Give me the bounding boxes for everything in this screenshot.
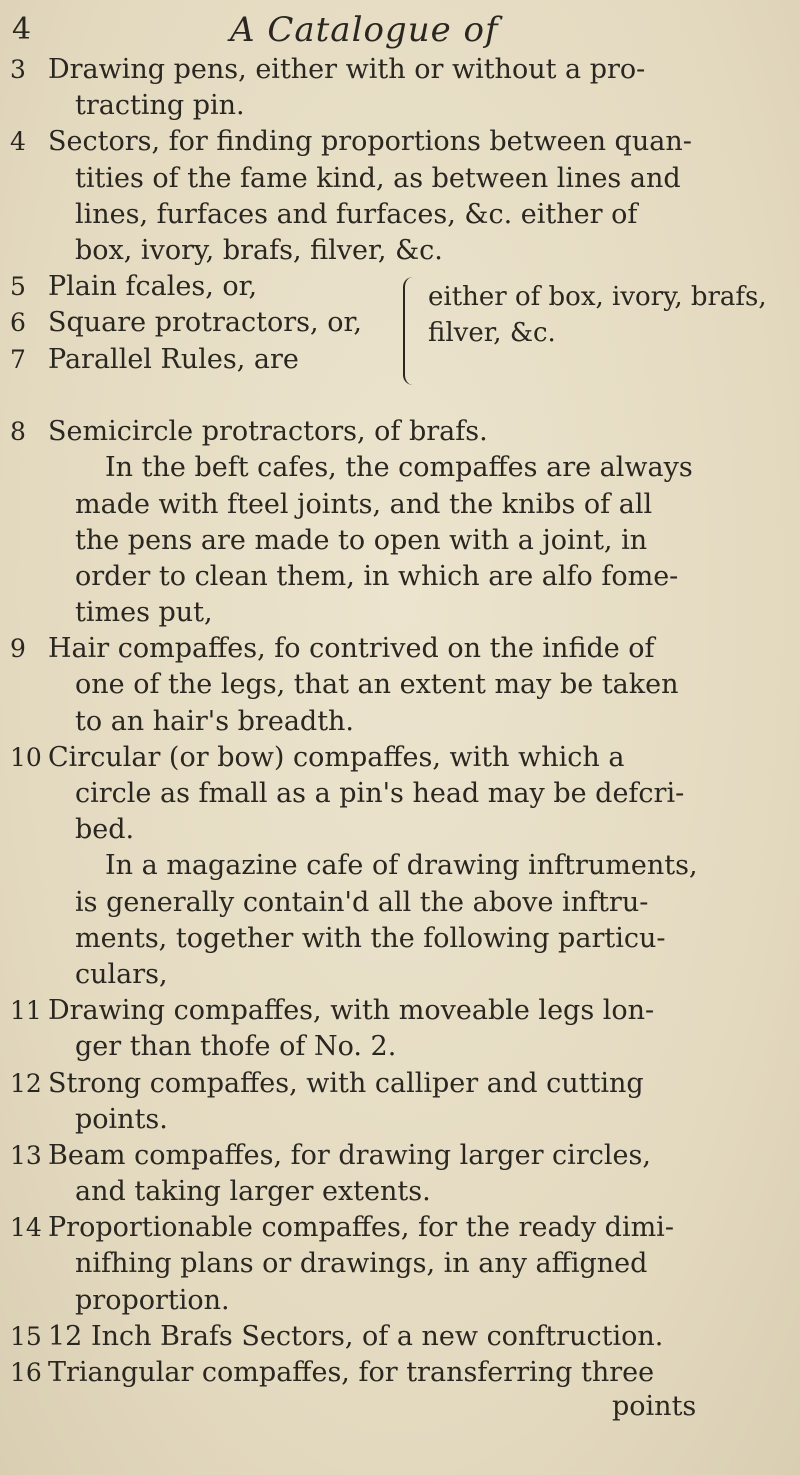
catalogue-text: [0, 52, 800, 1427]
entry-text: Sectors, for finding proportions between quan-: [48, 126, 692, 158]
entry-number: 8: [10, 417, 26, 447]
entry-number: 16: [10, 1358, 42, 1387]
text-line: [0, 523, 800, 559]
entry-number: 3: [10, 55, 26, 84]
text-line: [0, 812, 800, 848]
entry-number: 7: [10, 344, 26, 374]
text-line: [0, 631, 800, 667]
text-line: [0, 197, 800, 233]
entry-text: to an hair's breadth.: [75, 705, 355, 737]
entry-text: Square protractors, or,: [48, 307, 362, 339]
text-line: [0, 921, 800, 957]
bracket-note: either of box, ivory, brafs, filver, &c.: [428, 282, 767, 349]
text-line: [0, 776, 800, 812]
entry-text: is generally contain'd all the above inftru-: [75, 886, 649, 918]
text-line: [0, 233, 800, 269]
text-line: [0, 1355, 800, 1391]
entry-text: points.: [75, 1103, 168, 1135]
text-line: [0, 1283, 800, 1319]
text-line: [0, 88, 800, 124]
entries-block-b: [0, 414, 800, 1391]
text-line: [0, 1138, 800, 1174]
entry-text: Parallel Rules, are: [48, 343, 299, 375]
entry-text: order to clean them, in which are alfo fome-: [75, 560, 679, 592]
text-line: [0, 1102, 800, 1138]
entry-text: Beam compaffes, for drawing larger circles,: [48, 1139, 651, 1171]
entry-text: Triangular compaffes, for transferring three: [48, 1357, 655, 1388]
entry-number: 15: [10, 1321, 42, 1351]
entry-text: Drawing pens, either with or without a pro-: [48, 54, 646, 85]
entry-text: box, ivory, brafs, filver, &c.: [75, 234, 443, 266]
entry-text: made with fteel joints, and the knibs of all: [75, 488, 653, 520]
entry-number: 14: [10, 1213, 42, 1243]
text-line: [0, 1066, 800, 1102]
bracketed-group: [0, 269, 800, 414]
text-line: [0, 1029, 800, 1065]
entry-text: In a magazine cafe of drawing inftruments,: [105, 850, 698, 882]
catchword-line: [0, 1391, 800, 1427]
text-line: [0, 957, 800, 993]
text-line: [0, 848, 800, 884]
entry-text: and taking larger extents.: [75, 1176, 431, 1208]
text-line: [0, 885, 800, 921]
text-line: [0, 993, 800, 1029]
entry-text: Semicircle protractors, of brafs.: [48, 416, 488, 448]
entry-text: Proportionable compaffes, for the ready dimi-: [48, 1212, 674, 1244]
entry-number: 13: [10, 1140, 42, 1170]
entry-text: 12 Inch Brafs Sectors, of a new conftruction.: [48, 1320, 664, 1352]
running-head: A Catalogue of: [230, 10, 499, 50]
entry-number: 4: [10, 127, 26, 157]
text-line: [0, 450, 800, 486]
entry-text: In the beft cafes, the compaffes are always: [105, 452, 693, 484]
text-line: [0, 1246, 800, 1282]
text-line: [0, 595, 800, 631]
entry-text: nifhing plans or drawings, in any affigned: [75, 1248, 648, 1280]
entry-number: 6: [10, 308, 26, 338]
entry-text: Drawing compaffes, with moveable legs lon-: [48, 995, 655, 1027]
text-line: [0, 487, 800, 523]
entries-block-a: [0, 52, 800, 269]
catchword: points: [612, 1391, 697, 1423]
text-line: [0, 559, 800, 595]
entry-text: Circular (or bow) compaffes, with which a: [48, 741, 625, 773]
entry-text: Plain fcales, or,: [48, 271, 258, 303]
entry-text: tracting pin.: [75, 90, 245, 122]
entry-text: one of the legs, that an extent may be taken: [75, 669, 679, 701]
entry-text: culars,: [75, 958, 168, 990]
text-line: [0, 1174, 800, 1210]
entry-number: 11: [10, 996, 42, 1026]
page-header: [0, 8, 800, 52]
text-line: [0, 740, 800, 776]
text-line: [0, 52, 800, 88]
entry-number: 10: [10, 742, 42, 772]
entry-text: lines, furfaces and furfaces, &c. either of: [75, 198, 638, 230]
page-number: 4: [12, 12, 32, 47]
entry-number: 5: [10, 272, 26, 302]
text-line: [0, 414, 800, 450]
entry-text: the pens are made to open with a joint, in: [75, 524, 648, 556]
text-line: [0, 667, 800, 703]
entry-number: 9: [10, 634, 26, 664]
entry-text: bed.: [75, 814, 135, 846]
curly-brace: [403, 277, 419, 385]
entry-text: times put,: [75, 597, 213, 629]
text-line: [0, 161, 800, 197]
entry-text: ments, together with the following particu-: [75, 922, 666, 954]
text-line: [0, 1319, 800, 1355]
entry-number: 12: [10, 1068, 42, 1098]
entry-text: proportion.: [75, 1284, 230, 1316]
entry-text: Hair compaffes, fo contrived on the infide of: [48, 633, 655, 665]
entry-text: ger than thofe of No. 2.: [75, 1031, 397, 1063]
text-line: [0, 704, 800, 740]
text-line: [0, 1210, 800, 1246]
entry-text: tities of the fame kind, as between lines and: [75, 162, 681, 194]
text-line: [0, 124, 800, 160]
entry-text: circle as fmall as a pin's head may be defcri-: [75, 778, 685, 809]
entry-text: Strong compaffes, with calliper and cutting: [48, 1067, 644, 1099]
